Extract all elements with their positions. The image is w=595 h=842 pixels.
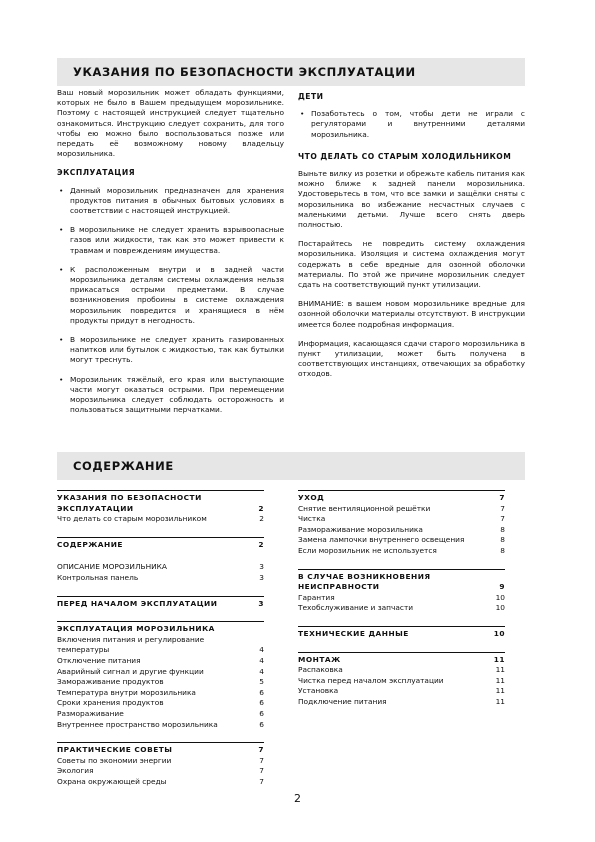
toc-section-heading[interactable] [298, 490, 505, 504]
toc-heading-page: 2 [258, 539, 264, 549]
toc-entry-text: Контрольная панель [57, 572, 139, 582]
toc-entry[interactable] [298, 593, 505, 604]
toc-entry-page: 11 [495, 696, 505, 706]
toc-entry[interactable] [298, 546, 505, 557]
use-heading: ЭКСПЛУАТАЦИЯ [57, 168, 136, 178]
toc-section-heading[interactable] [57, 596, 264, 610]
toc-heading-page: 7 [499, 493, 505, 502]
toc-entry[interactable] [57, 766, 264, 777]
toc-entry-page: 11 [495, 665, 505, 675]
toc-section [57, 596, 264, 610]
toc-entry-text: Замена лампочки внутреннего освещения [298, 535, 465, 545]
safety-section-header [57, 58, 525, 86]
toc-entry-text: Снятие вентиляционной решётки [298, 503, 431, 513]
toc-entry-text: Чистка [298, 514, 326, 524]
toc-entry-text: Размораживание морозильника [298, 524, 423, 534]
toc-entry[interactable] [57, 709, 264, 720]
safety-left-column [57, 88, 284, 424]
toc-entry-page: 7 [259, 755, 264, 765]
toc-entry-text: Чистка перед началом эксплуатации [298, 675, 444, 685]
toc-entry[interactable] [298, 676, 505, 687]
use-item: • Данный морозильник предназначен для хранения продуктов питания в обычных бытовых условиях в соответствии с настоящей инструкцией. [57, 186, 284, 217]
toc-section [57, 490, 264, 525]
toc-entry[interactable] [57, 514, 264, 525]
toc-entry-page: 6 [259, 719, 264, 729]
toc-heading-page: 10 [493, 628, 505, 638]
toc-entry-page: 11 [495, 686, 505, 696]
toc-section [298, 490, 505, 557]
toc-heading-text: ПРАКТИЧЕСКИЕ СОВЕТЫ [57, 745, 173, 755]
toc-entry[interactable] [57, 698, 264, 709]
toc-section [57, 742, 264, 787]
toc-entry[interactable] [298, 535, 505, 546]
toc-heading-text: ЭКСПЛУАТАЦИЯ МОРОЗИЛЬНИКА [57, 624, 215, 634]
toc-entry-page: 10 [495, 592, 505, 602]
use-item: • В морозильнике не следует хранить газированных напитков или бутылок с жидкостью, так как бутылки могут треснуть. [57, 335, 284, 366]
toc-entry[interactable] [57, 720, 264, 731]
toc-heading-page: 2 [258, 503, 264, 513]
toc-entry-page: 10 [495, 603, 505, 613]
old-fridge-paragraph: Информация, касающаяся сдачи старого морозильника в пункт утилизации, может быть получена в соответствующих инстанциях, отвечающих за обработку отходов. [298, 338, 525, 379]
toc-entry-text: Аварийный сигнал и другие функции [57, 666, 204, 676]
toc-entry[interactable] [298, 665, 505, 676]
toc-entry[interactable] [57, 656, 264, 667]
toc-section-heading[interactable] [298, 626, 505, 640]
toc-section [57, 537, 264, 551]
toc-entry[interactable] [57, 562, 264, 573]
toc-entry-text: Замораживание продуктов [57, 677, 164, 687]
toc-heading-page: 3 [258, 598, 264, 608]
toc-section-heading[interactable] [57, 490, 264, 514]
toc-section-heading[interactable] [298, 652, 505, 666]
toc-entry-page: 6 [259, 687, 264, 697]
toc-entry-page: 6 [259, 698, 264, 708]
toc-entry-text: Если морозильник не используется [298, 545, 437, 555]
toc-section [57, 621, 264, 730]
safety-intro: Ваш новый морозильник может обладать функциями, которых не было в Вашем предыдущем морозильнике. Поэтому с настоящей инструкцией следует тщательно ознакомиться. Инструкцию следует сохранить, для того чтобы ею можно было воспользоваться позже или передать её возможному новому владельцу морозильника. [57, 88, 284, 159]
use-item: • К расположенным внутри и в задней части морозильника деталям системы охлаждения нельзя прикасаться острыми предметами. В случае возникновения пробоины в системе охлаждения морозильник повредится и хранящиеся в нём продукты придут в негодность. [57, 265, 284, 326]
toc-right-column [298, 490, 505, 720]
old-fridge-paragraph: ВНИМАНИЕ: в вашем новом морозильнике вредные для озонной оболочки материалы отсутствуют. В инструкции имеется более подробная информация. [298, 299, 525, 329]
toc-entry[interactable] [298, 504, 505, 515]
toc-entry-page: 7 [500, 514, 505, 524]
toc-entry-page: 3 [259, 562, 264, 572]
old-fridge-paragraph: Выньте вилку из розетки и обрежьте кабель питания как можно ближе к задней панели морозильника. Удостоверьтесь в том, что все замки и защёлки сняты с морозильника во избежание несчастных случаев с маленькими детьми. Лучше всего снять дверь полностью. [298, 169, 525, 230]
toc-entry-text: Что делать со старым морозильником [57, 514, 207, 524]
use-item: • В морозильнике не следует хранить взрывоопасные газов или жидкости, так как это может привести к травмам и повреждениям имущества. [57, 225, 284, 256]
contents-section-header [57, 452, 525, 480]
use-item: • Морозильник тяжёлый, его края или выступающие части могут оказаться острыми. При перемещении морозильника следует соблюдать осторожность и пользоваться защитными перчатками. [57, 375, 284, 416]
toc-entry-page: 6 [259, 708, 264, 718]
toc-entry-page: 8 [500, 545, 505, 555]
toc-entry-text: Распаковка [298, 665, 343, 675]
toc-entry-page: 3 [259, 572, 264, 582]
toc-entry-text: Включения питания и регулирование температуры [57, 634, 205, 655]
toc-entry-text: Сроки хранения продуктов [57, 698, 164, 708]
toc-section-heading[interactable] [57, 621, 264, 635]
toc-entry[interactable] [57, 756, 264, 767]
toc-heading-page: 9 [499, 582, 505, 592]
toc-section-heading[interactable] [57, 537, 264, 551]
toc-section [57, 562, 264, 583]
toc-entry-page: 4 [259, 645, 264, 655]
toc-entry-page: 5 [259, 677, 264, 687]
toc-entry[interactable] [298, 603, 505, 614]
toc-left-column [57, 490, 264, 799]
children-item: • Позаботьтесь о том, чтобы дети не играли с регуляторами и внутренними деталями морозильника. [298, 109, 525, 140]
toc-entry[interactable] [57, 667, 264, 678]
toc-entry-text: Гарантия [298, 592, 335, 602]
toc-entry-page: 2 [259, 514, 264, 524]
toc-entry-page: 7 [259, 776, 264, 786]
toc-entry-page: 7 [259, 766, 264, 776]
toc-section [298, 652, 505, 708]
toc-section [298, 626, 505, 640]
contents-title: СОДЕРЖАНИЕ [73, 459, 174, 473]
toc-entry[interactable] [298, 686, 505, 697]
toc-entry-text: Установка [298, 686, 339, 696]
toc-heading-text: В СЛУЧАЕ ВОЗНИКНОВЕНИЯ НЕИСПРАВНОСТИ [298, 571, 431, 592]
page-number: 2 [294, 792, 301, 805]
toc-heading-text: ПЕРЕД НАЧАЛОМ ЭКСПЛУАТАЦИИ [57, 598, 218, 608]
toc-entry-text: Температура внутри морозильника [57, 687, 196, 697]
toc-entry-page: 11 [495, 675, 505, 685]
toc-heading-page: 11 [493, 654, 505, 664]
safety-title: УКАЗАНИЯ ПО БЕЗОПАСНОСТИ ЭКСПЛУАТАЦИИ [73, 65, 416, 79]
toc-entry-text: Техобслуживание и запчасти [298, 603, 414, 613]
toc-entry-text: Подключение питания [298, 696, 387, 706]
toc-entry[interactable] [57, 688, 264, 699]
toc-heading-text: СОДЕРЖАНИЕ [57, 539, 123, 549]
toc-entry[interactable] [298, 525, 505, 536]
toc-section-heading[interactable] [57, 742, 264, 756]
toc-heading-text: УХОД [298, 493, 325, 502]
old-fridge-paragraph: Постарайтесь не повредить систему охлаждения морозильника. Изоляция и система охлаждения могут содержать в себе вредные для озонной оболочки материалы. По этой же причине морозильник следует сдать на соответствующий пункт утилизации. [298, 239, 525, 290]
toc-entry-page: 8 [500, 535, 505, 545]
toc-entry[interactable] [57, 635, 264, 656]
toc-entry-page: 4 [259, 655, 264, 665]
toc-entry[interactable] [57, 777, 264, 788]
children-list [298, 109, 525, 140]
toc-entry[interactable] [57, 677, 264, 688]
toc-entry-page: 4 [259, 666, 264, 676]
toc-heading-page: 7 [258, 745, 264, 755]
toc-entry-text: Охрана окружающей среды [57, 776, 167, 786]
toc-entry-page: 7 [500, 503, 505, 513]
toc-heading-text: ТЕХНИЧЕСКИЕ ДАННЫЕ [298, 628, 409, 638]
toc-entry[interactable] [298, 514, 505, 525]
toc-entry-text: ОПИСАНИЕ МОРОЗИЛЬНИКА [57, 562, 167, 572]
toc-section-heading[interactable] [298, 569, 505, 593]
children-heading: ДЕТИ [298, 92, 324, 101]
toc-entry-page: 8 [500, 524, 505, 534]
toc-entry-text: Внутреннее пространство морозильника [57, 719, 218, 729]
toc-entry-text: Размораживание [57, 708, 124, 718]
toc-entry[interactable] [57, 573, 264, 584]
toc-entry-text: Советы по экономии энергии [57, 755, 172, 765]
old-fridge-heading: ЧТО ДЕЛАТЬ СО СТАРЫМ ХОЛОДИЛЬНИКОМ [298, 151, 512, 161]
safety-right-column [298, 92, 525, 389]
toc-heading-text: УКАЗАНИЯ ПО БЕЗОПАСНОСТИ ЭКСПЛУАТАЦИИ [57, 493, 202, 513]
toc-entry-text: Экология [57, 766, 94, 776]
toc-entry[interactable] [298, 697, 505, 708]
toc-entry-text: Отключение питания [57, 655, 141, 665]
use-list [57, 186, 284, 416]
toc-heading-text: МОНТАЖ [298, 654, 341, 664]
toc-section [298, 569, 505, 614]
